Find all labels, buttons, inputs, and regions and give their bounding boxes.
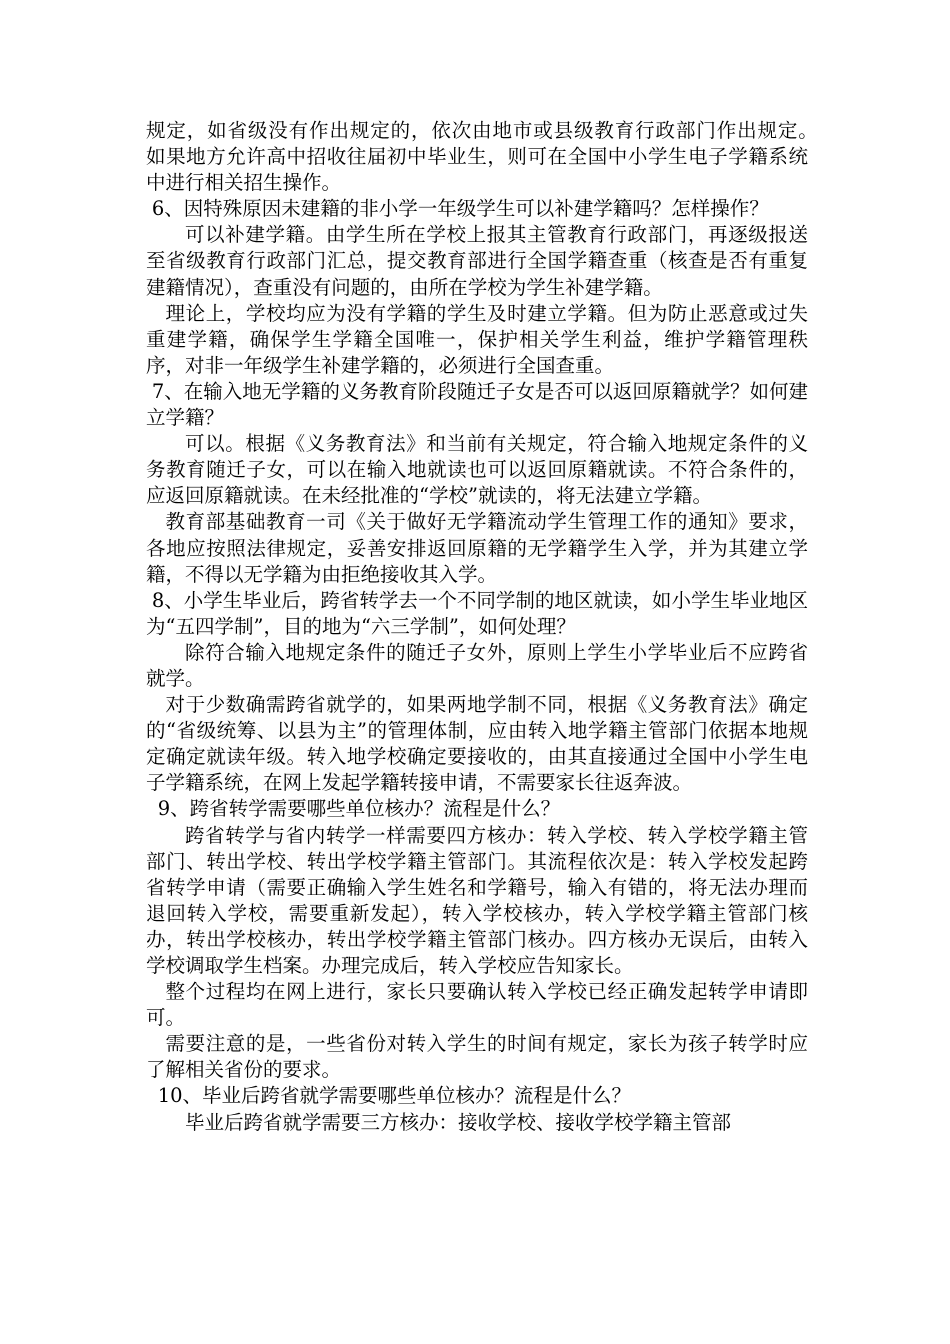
answer-10: 毕业后跨省就学需要三方核办：接收学校、接收学校学籍主管部 [185,1110,732,1134]
question-9: 9、跨省转学需要哪些单位核办？流程是什么？ [157,797,561,821]
question-7: 7、在输入地无学籍的义务教育阶段随迁子女是否可以返回原籍就学？如何建立学籍？ [146,379,808,430]
answer-9: 跨省转学与省内转学一样需要四方核办：转入学校、转入学校学籍主管部门、转出学校、转出学校学籍主管部门。其流程依次是：转入学校发起跨省转学申请（需要正确输入学生姓名和学籍号，输入有错的，将无法办理而退回转入学校，需要重新发起），转入学校核办，转入学校学籍主管部门核办，转出学校核办，转出学校学籍主管部门核办。四方核办无误后，由转入学校调取学生档案。办理完成后，转入学校应告知家长。 [146,823,808,977]
answer-8: 除符合输入地规定条件的随迁子女外，原则上学生小学毕业后不应跨省就学。 [146,640,808,690]
paragraph: 对于少数确需跨省就学的，如果两地学制不同，根据《义务教育法》确定的“省级统筹、以县为主”的管理体制，应由转入地学籍主管部门依据本地规定确定就读年级。转入地学校确定要接收的，由其直接通过全国中小学生电子学籍系统，在网上发起学籍转接申请，不需要家长往返奔波。 [146,693,808,795]
answer-6: 可以补建学籍。由学生所在学校上报其主管教育行政部门，再逐级报送至省级教育行政部门汇总，提交教育部进行全国学籍查重（核查是否有重复建籍情况），查重没有问题的，由所在学校为学生补建学籍。 [146,223,808,299]
question-10: 10、毕业后跨省就学需要哪些单位核办？流程是什么？ [157,1084,632,1108]
question-8: 8、小学生毕业后，跨省转学去一个不同学制的地区就读，如小学生毕业地区为“五四学制”，目的地为“六三学制”，如何处理？ [146,588,808,638]
answer-7: 可以。根据《义务教育法》和当前有关规定，符合输入地规定条件的义务教育随迁子女，可以在输入地就读也可以返回原籍就读。不符合条件的，应返回原籍就读。在未经批准的“学校”就读的，将无法建立学籍。 [146,432,808,508]
document-body [146,118,828,1136]
paragraph: 整个过程均在网上进行，家长只要确认转入学校已经正确发起转学申请即可。 [146,980,808,1030]
paragraph: 教育部基础教育一司《关于做好无学籍流动学生管理工作的通知》要求，各地应按照法律规定，妥善安排返回原籍的无学籍学生入学，并为其建立学籍，不得以无学籍为由拒绝接收其入学。 [146,510,808,586]
question-6: 6、因特殊原因未建籍的非小学一年级学生可以补建学籍吗？怎样操作？ [151,197,769,221]
paragraph: 理论上，学校均应为没有学籍的学生及时建立学籍。但为防止恶意或过失重建学籍，确保学生学籍全国唯一，保护相关学生利益，维护学籍管理秩序，对非一年级学生补建学籍的，必须进行全国查重。 [146,301,808,377]
paragraph: 需要注意的是，一些省份对转入学生的时间有规定，家长为孩子转学时应了解相关省份的要求。 [146,1032,808,1082]
paragraph: 规定，如省级没有作出规定的，依次由地市或县级教育行政部门作出规定。 如果地方允许高中招收往届初中毕业生，则可在全国中小学生电子学籍系统中进行相关招生操作。 [146,119,828,195]
